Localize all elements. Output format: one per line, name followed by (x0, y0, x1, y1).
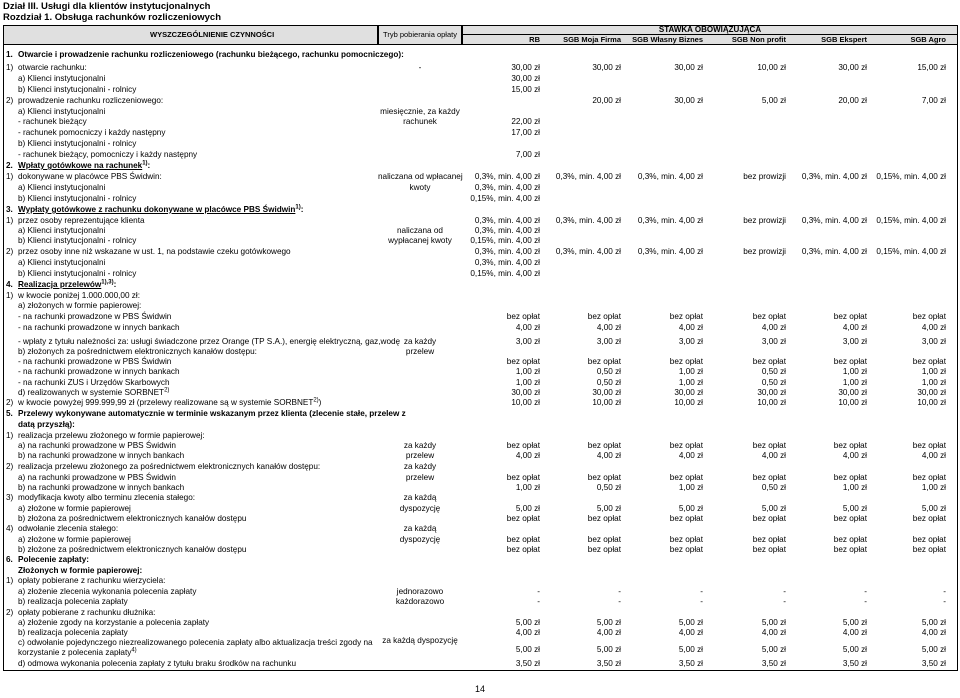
header-description: WYSZCZEGÓLNIENIE CZYNNOŚCI (150, 30, 275, 39)
rate-cell: 1,00 zł (678, 367, 703, 376)
rate-cell: bez prowizji (743, 216, 786, 225)
rate-cell: 5,00 zł (921, 504, 946, 513)
rate-cell: 0,50 zł (761, 483, 786, 492)
rate-cell: 4,00 zł (515, 323, 540, 332)
rate-cell: 30,00 zł (838, 63, 867, 72)
row-number: 2) (6, 398, 14, 407)
rate-cell: 4,00 zł (921, 628, 946, 637)
row-number: 1) (6, 172, 14, 181)
row-number: 5. (6, 409, 13, 418)
rate-cell: 0,3%, min. 4,00 zł (555, 247, 621, 256)
rate-cell: bez opłat (506, 514, 540, 523)
row-description: b) realizacja polecenia zapłaty (18, 628, 128, 637)
rate-cell: bez opłat (752, 312, 786, 321)
rate-cell: bez opłat (669, 357, 703, 366)
rate-cell: 5,00 zł (515, 504, 540, 513)
rate-cell: 10,00 zł (917, 398, 946, 407)
rate-cell: bez opłat (912, 312, 946, 321)
rate-cell: 5,00 zł (596, 618, 621, 627)
row-number: 2. (6, 161, 13, 170)
rate-cell: bez opłat (669, 514, 703, 523)
row-description: a) złożenie zgody na korzystanie a polecenia zapłaty (18, 618, 210, 627)
rate-cell: 4,00 zł (515, 628, 540, 637)
row-description: b) Klienci instytucjonalni - rolnicy (18, 139, 137, 148)
rate-cell: 1,00 zł (515, 367, 540, 376)
rate-cell: 10,00 zł (674, 398, 703, 407)
row-mode: za każdy (403, 462, 437, 471)
rate-cell: 0,3%, min. 4,00 zł (474, 216, 540, 225)
row-description: b) Klienci instytucjonalni - rolnicy (18, 85, 137, 94)
rate-cell: 1,00 zł (842, 483, 867, 492)
row-description: b) na rachunki prowadzone w innych bankach (18, 451, 185, 460)
rate-cell: - (864, 587, 867, 596)
rate-cell: 5,00 zł (678, 504, 703, 513)
row-description: - na rachunki prowadzone w innych bankach (18, 323, 180, 332)
row-description: b) złożone za pośrednictwem elektronicznych kanałów dostępu (18, 545, 247, 554)
row-description: - na rachunki prowadzone w PBS Świdwin (18, 312, 172, 321)
rate-cell: bez opłat (912, 514, 946, 523)
row-description: dokonywane w placówce PBS Świdwin: (18, 172, 162, 181)
rate-cell: bez opłat (833, 535, 867, 544)
rate-cell: bez opłat (587, 357, 621, 366)
row-description: - wpłaty z tytułu należności za: usługi świadczone przez Orange (TP S.A.), energię elektryczną, gaz,wodę (18, 337, 401, 346)
row-description: b) realizacja polecenia zapłaty (18, 597, 128, 606)
rate-cell: 4,00 zł (596, 451, 621, 460)
row-mode: każdorazowo (395, 597, 445, 606)
header-col-1: SGB Moja Firma (563, 35, 621, 44)
rate-cell: 0,15%, min. 4,00 zł (470, 269, 540, 278)
rate-cell: 30,00 zł (511, 388, 540, 397)
row-description: korzystanie z polecenia zapłaty$^{4)}$ (18, 647, 137, 657)
rate-cell: bez opłat (669, 441, 703, 450)
row-description: b) Klienci instytucjonalni - rolnicy (18, 236, 137, 245)
rate-cell: bez opłat (912, 441, 946, 450)
header-col-0: RB (529, 35, 540, 44)
header-stawka: STAWKA OBOWIĄZUJĄCA (658, 25, 762, 34)
row-description: b) Klienci instytucjonalni - rolnicy (18, 269, 137, 278)
row-description: opłaty pobierane z rachunku wierzyciela: (18, 576, 166, 585)
row-mode: dyspozycję (399, 535, 441, 544)
row-number: 2) (6, 247, 14, 256)
row-description: a) Klienci instytucjonalni (18, 74, 106, 83)
rate-cell: 5,00 zł (596, 645, 621, 654)
rate-cell: 0,15%, min. 4,00 zł (876, 216, 946, 225)
rate-cell: 3,50 zł (678, 659, 703, 668)
rate-cell: 10,00 zł (757, 63, 786, 72)
row-description: b) na rachunki prowadzone w innych bankach (18, 483, 185, 492)
rate-cell: 22,00 zł (511, 117, 540, 126)
rate-cell: 30,00 zł (917, 388, 946, 397)
rate-cell: 15,00 zł (917, 63, 946, 72)
document-title: Dział III. Usługi dla klientów instytucjonalnych (3, 1, 211, 12)
rate-cell: 4,00 zł (515, 451, 540, 460)
row-mode: za każdą (403, 493, 437, 502)
document-subtitle: Rozdział 1. Obsługa rachunków rozliczeniowych (3, 12, 222, 23)
rate-cell: 5,00 zł (515, 618, 540, 627)
rate-cell: bez opłat (587, 312, 621, 321)
rate-cell: 0,3%, min. 4,00 zł (637, 247, 703, 256)
rate-cell: 5,00 zł (761, 618, 786, 627)
row-description: b) Klienci instytucjonalni - rolnicy (18, 194, 137, 203)
rate-cell: bez opłat (752, 357, 786, 366)
rate-cell: bez opłat (912, 357, 946, 366)
rate-cell: 30,00 zł (674, 63, 703, 72)
rate-cell: - (618, 587, 621, 596)
rate-cell: bez opłat (669, 312, 703, 321)
rate-cell: 4,00 zł (921, 451, 946, 460)
row-mode: jednorazowo (396, 587, 444, 596)
header-col-3: SGB Non profit (731, 35, 786, 44)
row-description: datą przyszłą): (18, 420, 75, 429)
rate-cell: 5,00 zł (761, 96, 786, 105)
row-mode: naliczana od wpłacanej (378, 172, 463, 181)
row-number: 1) (6, 431, 14, 440)
rate-cell: bez opłat (506, 535, 540, 544)
bottom-border (3, 670, 958, 671)
rate-cell: bez opłat (587, 441, 621, 450)
rate-cell: 0,3%, min. 4,00 zł (474, 183, 540, 192)
rate-cell: 4,00 zł (596, 628, 621, 637)
rate-cell: - (943, 587, 946, 596)
rate-cell: 3,50 zł (842, 659, 867, 668)
row-description: w kwocie poniżej 1.000.000,00 zł: (18, 291, 140, 300)
rate-cell: 5,00 zł (678, 618, 703, 627)
row-description: a) złożone w formie papierowej (18, 504, 131, 513)
row-mode: przelew (405, 347, 435, 356)
row-number: 1. (6, 50, 13, 59)
rate-cell: 1,00 zł (678, 483, 703, 492)
rate-cell: 1,00 zł (921, 378, 946, 387)
row-description: a) Klienci instytucjonalni (18, 258, 106, 267)
row-mode: rachunek (403, 117, 437, 126)
row-mode: - (418, 63, 422, 72)
row-description: w kwocie powyżej 999.999,99 zł (przelewy realizowane są w systemie SORBNET$^{2)}$) (18, 397, 322, 407)
row-description: otwarcie rachunku: (18, 63, 87, 72)
rate-cell: bez opłat (506, 545, 540, 554)
rate-cell: 3,00 zł (761, 337, 786, 346)
rate-cell: - (537, 587, 540, 596)
rate-cell: 1,00 zł (515, 378, 540, 387)
rate-cell: 0,15%, min. 4,00 zł (876, 247, 946, 256)
row-description: przez osoby inne niż wskazane w ust. 1, na podstawie czeku gotówkowego (18, 247, 291, 256)
rate-cell: 30,00 zł (674, 96, 703, 105)
rate-cell: - (783, 597, 786, 606)
rate-cell: bez opłat (912, 535, 946, 544)
rate-cell: 4,00 zł (761, 323, 786, 332)
rate-cell: 0,50 zł (596, 367, 621, 376)
rate-cell: 0,50 zł (761, 378, 786, 387)
rate-cell: 5,00 zł (842, 618, 867, 627)
left-border (3, 45, 4, 670)
page-number: 14 (474, 684, 485, 694)
row-description: realizacja przelewu złożonego w formie papierowej: (18, 431, 205, 440)
rate-cell: 4,00 zł (596, 323, 621, 332)
row-mode: za każdy (403, 337, 437, 346)
row-description: - rachunek pomocniczy i każdy następny (18, 128, 166, 137)
row-description: odwołanie zlecenia stałego: (18, 524, 119, 533)
rate-cell: 30,00 zł (592, 388, 621, 397)
row-mode: przelew (405, 451, 435, 460)
row-number: 1) (6, 63, 14, 72)
row-description: realizacja przelewu złożonego za pośrednictwem elektronicznych kanałów dostępu: (18, 462, 321, 471)
rate-cell: 0,15%, min. 4,00 zł (470, 236, 540, 245)
rate-cell: 3,00 zł (596, 337, 621, 346)
rate-cell: bez opłat (833, 357, 867, 366)
row-description: - na rachunki ZUS i Urzędów Skarbowych (18, 378, 170, 387)
rate-cell: bez opłat (669, 545, 703, 554)
row-description: Otwarcie i prowadzenie rachunku rozliczeniowego (rachunku bieżącego, rachunku pomocniczego): (18, 50, 404, 59)
rate-cell: 4,00 zł (761, 628, 786, 637)
rate-cell: bez prowizji (743, 247, 786, 256)
rate-cell: 10,00 zł (511, 398, 540, 407)
row-number: 4. (6, 280, 13, 289)
rate-cell: bez opłat (587, 535, 621, 544)
rate-cell: 15,00 zł (511, 85, 540, 94)
row-description: d) odmowa wykonania polecenia zapłaty z tytułu braku środków na rachunku (18, 659, 297, 668)
rate-cell: 0,3%, min. 4,00 zł (637, 172, 703, 181)
row-description: a) Klienci instytucjonalni (18, 183, 106, 192)
rate-cell: bez opłat (669, 473, 703, 482)
row-number: 1) (6, 216, 14, 225)
rate-cell: 0,3%, min. 4,00 zł (555, 172, 621, 181)
header-col-5: SGB Agro (910, 35, 946, 44)
rate-cell: 0,15%, min. 4,00 zł (876, 172, 946, 181)
rate-cell: 30,00 zł (592, 63, 621, 72)
row-description: a) Klienci instytucjonalni (18, 226, 106, 235)
row-description: a) na rachunki prowadzone w PBS Świdwin (18, 441, 176, 450)
rate-cell: bez opłat (833, 545, 867, 554)
header-col-4: SGB Ekspert (821, 35, 867, 44)
row-description: przez osoby reprezentujące klienta (18, 216, 145, 225)
row-description: d) realizowanych w systemie SORBNET$^{2)}$ (18, 387, 170, 397)
rate-cell: - (618, 597, 621, 606)
rate-cell: bez opłat (912, 545, 946, 554)
row-description: a) złożone w formie papierowej (18, 535, 131, 544)
row-mode: naliczana od (397, 226, 443, 235)
row-description: opłaty pobierane z rachunku dłużnika: (18, 608, 156, 617)
row-description: modyfikacja kwoty albo terminu zlecenia stałego: (18, 493, 196, 502)
row-description: - na rachunki prowadzone w PBS Świdwin (18, 357, 172, 366)
rate-cell: 1,00 zł (842, 378, 867, 387)
rate-cell: - (537, 597, 540, 606)
rate-cell: 5,00 zł (842, 504, 867, 513)
row-description: Realizacja przelewów$^{1),3)}$: (18, 279, 117, 289)
rate-cell: 4,00 zł (678, 323, 703, 332)
rate-cell: 3,00 zł (921, 337, 946, 346)
rate-cell: bez opłat (752, 514, 786, 523)
row-mode: miesięcznie, za każdy (380, 107, 460, 116)
rate-cell: bez opłat (833, 312, 867, 321)
rate-cell: bez opłat (752, 473, 786, 482)
rate-cell: 0,3%, min. 4,00 zł (474, 258, 540, 267)
row-number: 2) (6, 462, 14, 471)
row-description: a) Klienci instytucjonalni (18, 107, 106, 116)
row-number: 3) (6, 493, 14, 502)
rate-cell: 5,00 zł (761, 504, 786, 513)
rate-cell: 5,00 zł (761, 645, 786, 654)
rate-cell: bez opłat (833, 514, 867, 523)
rate-cell: 5,00 zł (921, 645, 946, 654)
rate-cell: 4,00 zł (678, 451, 703, 460)
rate-cell: 1,00 zł (678, 378, 703, 387)
rate-cell: 5,00 zł (515, 645, 540, 654)
row-description: Wypłaty gotówkowe z rachunku dokonywane w placówce PBS Świdwin$^{1)}$: (18, 204, 304, 214)
row-description: a) złożonych w formie papierowej: (18, 301, 142, 310)
rate-cell: 5,00 zł (678, 645, 703, 654)
rate-cell: 1,00 zł (921, 483, 946, 492)
rate-cell: - (783, 587, 786, 596)
row-description: Polecenie zapłaty: (18, 555, 89, 564)
row-number: 3. (6, 205, 13, 214)
rate-cell: 0,3%, min. 4,00 zł (801, 216, 867, 225)
rate-cell: - (700, 587, 703, 596)
header-mode: Tryb pobierania opłaty (383, 30, 457, 39)
row-mode: za każdą (403, 524, 437, 533)
rate-cell: 0,3%, min. 4,00 zł (555, 216, 621, 225)
row-number: 2) (6, 608, 14, 617)
row-description: b) złożonych za pośrednictwem elektronicznych kanałów dostępu: (18, 347, 257, 356)
row-description: a) na rachunki prowadzone w PBS Świdwin (18, 473, 176, 482)
rate-cell: 20,00 zł (838, 96, 867, 105)
rate-cell: bez opłat (506, 441, 540, 450)
rate-cell: 4,00 zł (842, 628, 867, 637)
rate-cell: bez opłat (506, 357, 540, 366)
rate-cell: 0,15%, min. 4,00 zł (470, 194, 540, 203)
rate-cell: 0,50 zł (596, 378, 621, 387)
row-description: c) odwołanie pojedynczego niezrealizowanego polecenia zapłaty albo aktualizacja treści zgody na (18, 638, 373, 647)
row-number: 6. (6, 555, 13, 564)
row-number: 1) (6, 291, 14, 300)
rate-cell: 0,3%, min. 4,00 zł (474, 226, 540, 235)
rate-cell: 20,00 zł (592, 96, 621, 105)
rate-cell: 5,00 zł (596, 504, 621, 513)
rate-cell: 1,00 zł (515, 483, 540, 492)
rate-cell: bez opłat (833, 473, 867, 482)
rate-cell: 3,50 zł (515, 659, 540, 668)
rate-cell: 10,00 zł (757, 398, 786, 407)
row-description: Przelewy wykonywane automatycznie w terminie wskazanym przez klienta (zlecenie stałe, przelew z (18, 409, 406, 418)
rate-cell: 3,00 zł (515, 337, 540, 346)
rate-cell: bez opłat (669, 535, 703, 544)
rate-cell: 4,00 zł (678, 628, 703, 637)
row-mode: za każdą dyspozycję (382, 636, 458, 645)
rate-cell: 10,00 zł (592, 398, 621, 407)
rate-cell: 30,00 zł (511, 63, 540, 72)
rate-cell: bez opłat (587, 473, 621, 482)
row-mode: kwoty (409, 183, 431, 192)
rate-cell: 3,00 zł (842, 337, 867, 346)
rate-cell: bez opłat (587, 514, 621, 523)
row-mode: dyspozycję (399, 504, 441, 513)
rate-cell: 3,00 zł (678, 337, 703, 346)
rate-cell: bez opłat (752, 545, 786, 554)
rate-cell: 30,00 zł (511, 74, 540, 83)
rate-cell: bez opłat (506, 312, 540, 321)
row-description: Wpłaty gotówkowe na rachunek$^{1)}$: (18, 160, 151, 170)
rate-cell: 3,50 zł (921, 659, 946, 668)
rate-cell: bez opłat (752, 441, 786, 450)
rate-cell: 10,00 zł (838, 398, 867, 407)
rate-cell: - (943, 597, 946, 606)
rate-cell: - (700, 597, 703, 606)
rate-cell: 1,00 zł (842, 367, 867, 376)
rate-cell: 4,00 zł (842, 451, 867, 460)
rate-cell: bez opłat (752, 535, 786, 544)
row-description: b) złożona za pośrednictwem elektronicznych kanałów dostępu (18, 514, 247, 523)
rate-cell: bez opłat (587, 545, 621, 554)
rate-cell: bez opłat (912, 473, 946, 482)
rate-cell: 0,3%, min. 4,00 zł (801, 172, 867, 181)
row-mode: wypłacanej kwoty (388, 236, 452, 245)
rate-cell: 7,00 zł (921, 96, 946, 105)
rate-cell: 4,00 zł (761, 451, 786, 460)
rate-cell: bez opłat (833, 441, 867, 450)
rate-cell: 3,50 zł (761, 659, 786, 668)
rate-cell: 0,3%, min. 4,00 zł (637, 216, 703, 225)
row-number: 1) (6, 576, 14, 585)
rate-cell: 0,50 zł (596, 483, 621, 492)
rate-cell: 30,00 zł (757, 388, 786, 397)
rate-cell: 1,00 zł (921, 367, 946, 376)
rate-cell: 4,00 zł (842, 323, 867, 332)
row-description: Złożonych w formie papierowej: (18, 566, 143, 575)
rate-cell: bez opłat (506, 473, 540, 482)
row-description: - na rachunki prowadzone w innych bankach (18, 367, 180, 376)
rate-cell: 5,00 zł (921, 618, 946, 627)
rate-cell: 7,00 zł (515, 150, 540, 159)
row-mode: przelew (405, 473, 435, 482)
rate-cell: 4,00 zł (921, 323, 946, 332)
rate-cell: 0,3%, min. 4,00 zł (474, 247, 540, 256)
rate-cell: bez prowizji (743, 172, 786, 181)
rate-cell: - (864, 597, 867, 606)
header-col-2: SGB Własny Biznes (632, 35, 703, 44)
row-description: a) złożenie zlecenia wykonania polecenia zapłaty (18, 587, 197, 596)
row-number: 4) (6, 524, 14, 533)
rate-cell: 0,3%, min. 4,00 zł (474, 172, 540, 181)
rate-cell: 3,50 zł (596, 659, 621, 668)
rate-cell: 0,3%, min. 4,00 zł (801, 247, 867, 256)
rate-cell: 30,00 zł (838, 388, 867, 397)
row-number: 2) (6, 96, 14, 105)
row-description: - rachunek bieżący (18, 117, 87, 126)
row-mode: za każdy (403, 441, 437, 450)
rate-cell: 0,50 zł (761, 367, 786, 376)
rate-cell: 30,00 zł (674, 388, 703, 397)
rate-cell: 5,00 zł (842, 645, 867, 654)
rate-cell: 17,00 zł (511, 128, 540, 137)
right-border (957, 45, 958, 670)
row-description: - rachunek bieżący, pomocniczy i każdy następny (18, 150, 198, 159)
row-description: prowadzenie rachunku rozliczeniowego: (18, 96, 164, 105)
